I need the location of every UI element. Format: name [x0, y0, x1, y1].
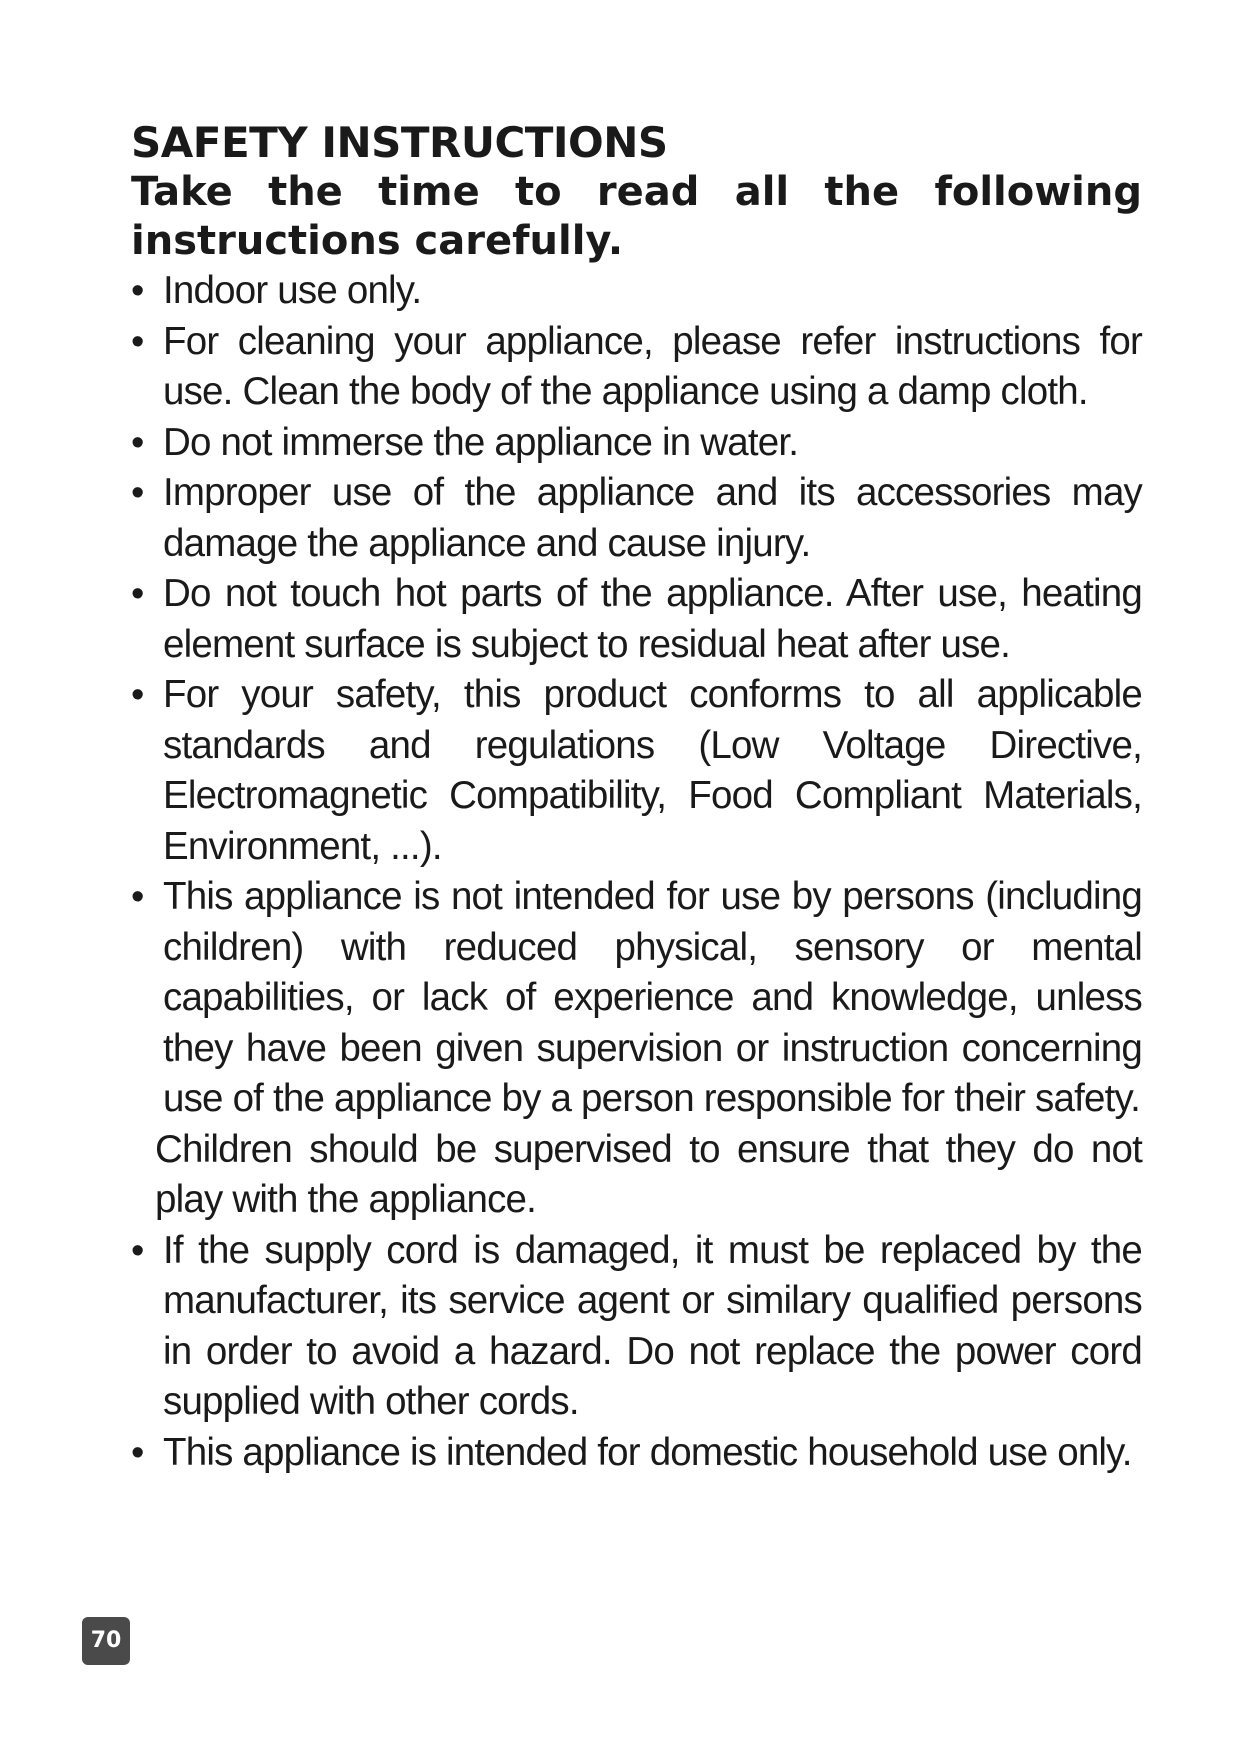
page-title: SAFETY INSTRUCTIONS	[131, 118, 668, 167]
list-item-text: Do not immerse the appliance in water.	[163, 420, 799, 464]
bullet-icon: •	[131, 1229, 144, 1272]
children-note: Children should be supervised to ensure that they do not play with the appliance.	[155, 1127, 1142, 1221]
list-item	[131, 317, 1142, 418]
bullet-icon: •	[131, 320, 144, 363]
list-item	[131, 266, 1142, 317]
page-subtitle: Take the time to read all the following instructions carefully.	[131, 169, 1142, 264]
list-item-text: Do not touch hot parts of the appliance. After use, heating element surface is subject to residual heat after use.	[163, 572, 1142, 666]
list-item	[131, 468, 1142, 569]
bullet-icon: •	[131, 472, 144, 514]
instruction-list	[131, 266, 1142, 1125]
list-item-text: This appliance is intended for domestic household use only.	[163, 1430, 1132, 1474]
list-item	[131, 1428, 1142, 1479]
bullet-icon: •	[131, 876, 144, 918]
list-item-text: If the supply cord is damaged, it must be replaced by the manufacturer, its service agent or similary qualified persons in order to avoid a hazard. Do not replace the power cord supplied with other cords.	[163, 1228, 1142, 1423]
list-item-text: This appliance is not intended for use by persons (including children) with reduced physical, sensory or mental capabilities, or lack of experience and knowledge, unless they have been given supervision or instruction concerning use of the appliance by a person responsible for their safety.	[163, 875, 1142, 1120]
list-item	[131, 1226, 1142, 1428]
document-body	[131, 118, 1142, 1478]
bullet-icon: •	[131, 270, 144, 312]
list-item	[131, 418, 1142, 469]
list-item-text: For your safety, this product conforms to all applicable standards and regulations (Low Voltage Directive, Electromagnetic Compatibility, Food Compliant Materials, Environment, ...).	[163, 673, 1142, 868]
bullet-icon: •	[131, 421, 144, 464]
list-item	[131, 569, 1142, 670]
bullet-icon: •	[131, 1431, 144, 1474]
list-item-text: Indoor use only.	[163, 269, 422, 312]
bullet-icon: •	[131, 674, 144, 716]
instruction-list-continued	[131, 1226, 1142, 1479]
bullet-icon: •	[131, 573, 144, 615]
list-item-text: Improper use of the appliance and its accessories may damage the appliance and cause injury.	[163, 471, 1142, 565]
list-item-text: For cleaning your appliance, please refer instructions for use. Clean the body of the appliance using a damp cloth.	[163, 319, 1142, 413]
page-number-badge: 70	[82, 1617, 130, 1665]
list-item	[131, 872, 1142, 1125]
list-item	[131, 670, 1142, 872]
